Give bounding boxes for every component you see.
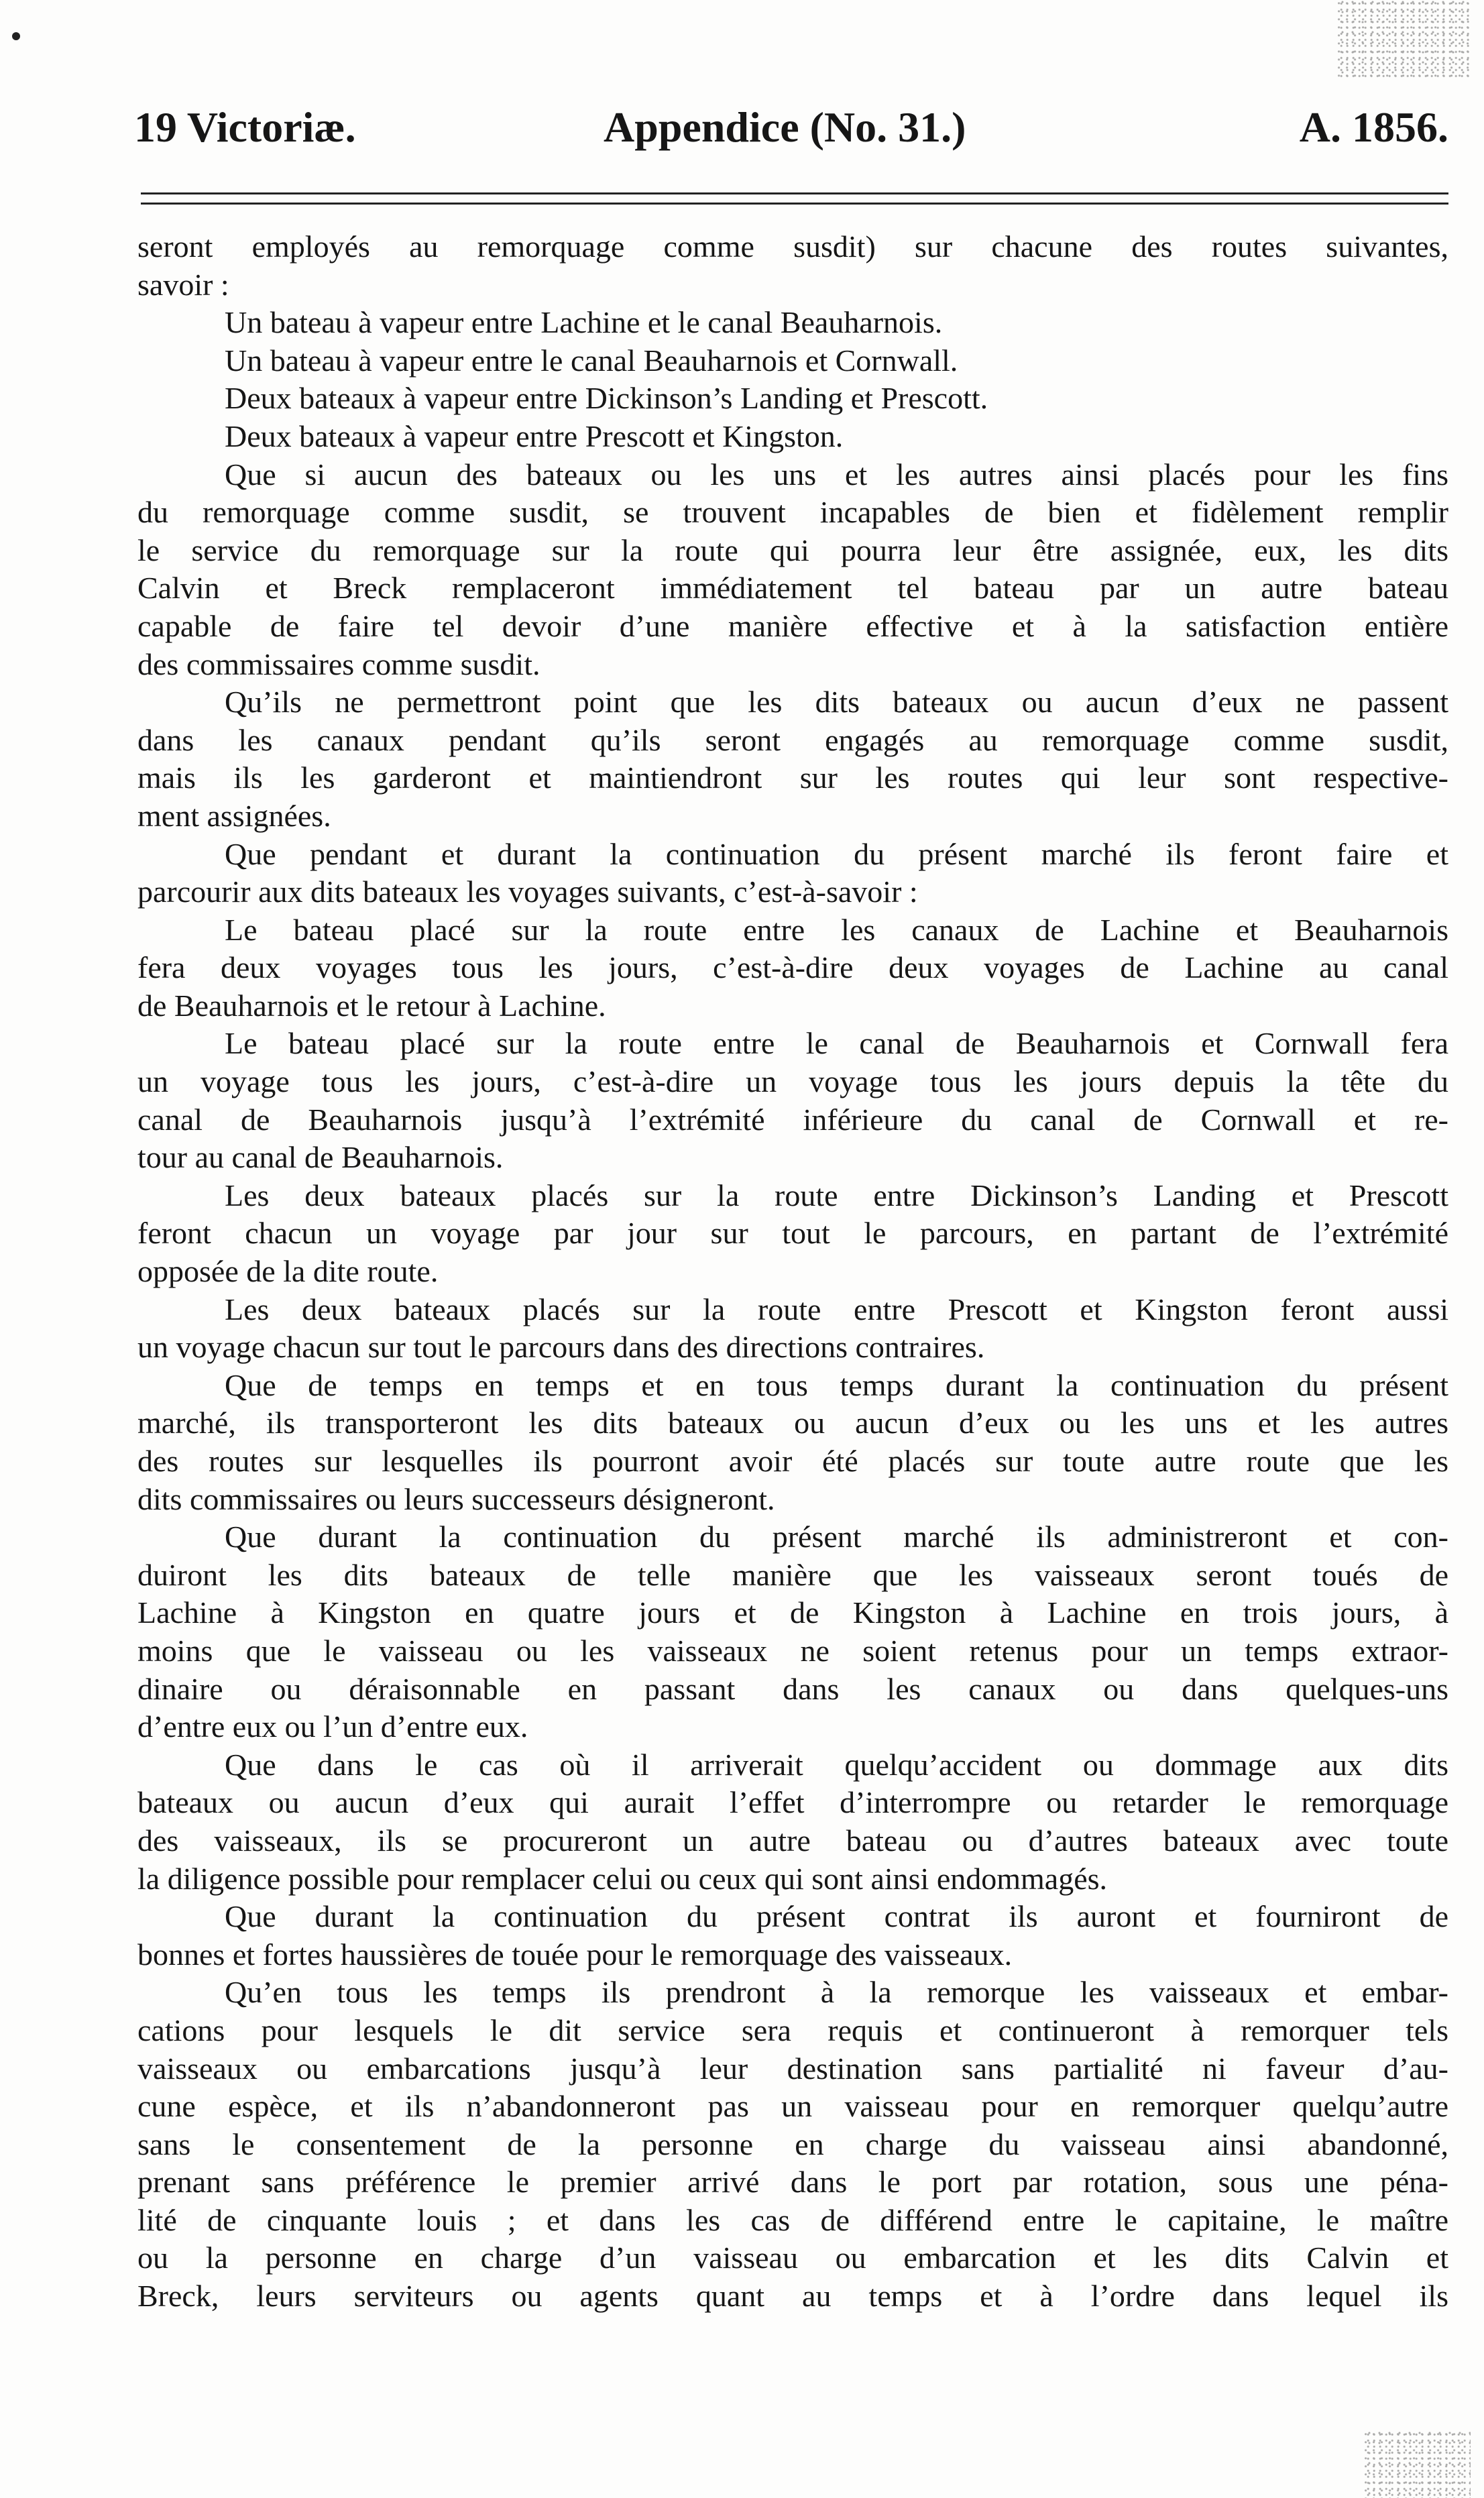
text-line: Le bateau placé sur la route entre le canal de Beauharnois et Cornwall fera (225, 1026, 1448, 1061)
text-line: capable de faire tel devoir d’une manière effective et à la satisfaction entière (137, 608, 1448, 643)
text-line: Un bateau à vapeur entre Lachine et le canal Beauharnois. (225, 305, 943, 340)
text-line: feront chacun un voyage par jour sur tout le parcours, en partant de l’extrémité (137, 1216, 1448, 1251)
text-line: savoir : (137, 267, 229, 302)
text-line: ou la personne en charge d’un vaisseau ou embarcation et les dits Calvin et (137, 2240, 1448, 2275)
text-line: dinaire ou déraisonnable en passant dans les canaux ou dans quelques-uns (137, 1671, 1448, 1706)
text-line: fera deux voyages tous les jours, c’est-à-dire deux voyages de Lachine au canal (137, 950, 1448, 985)
text-line: Qu’ils ne permettront point que les dits bateaux ou aucun d’eux ne passent (225, 685, 1448, 720)
text-line: Lachine à Kingston en quatre jours et de Kingston à Lachine en trois jours, à (137, 1595, 1448, 1630)
text-line: ment assignées. (137, 798, 331, 833)
text-line: le service du remorquage sur la route qui pourra leur être assignée, eux, les dits (137, 532, 1448, 567)
scan-noise-bottom (1363, 2431, 1471, 2498)
text-line: Breck, leurs serviteurs ou agents quant au temps et à l’ordre dans lequel ils (137, 2279, 1448, 2314)
text-line: des commissaires comme susdit. (137, 646, 540, 681)
text-line: lité de cinquante louis ; et dans les cas de différend entre le capitaine, le maître (137, 2202, 1448, 2237)
text-line: dits commissaires ou leurs successeurs désigneront. (137, 1481, 775, 1516)
scan-noise-top (1336, 0, 1471, 80)
text-line: Que pendant et durant la continuation du présent marché ils feront faire et (225, 836, 1448, 871)
text-line: Les deux bateaux placés sur la route entre Prescott et Kingston feront aussi (225, 1292, 1448, 1326)
body-text (137, 228, 1448, 2316)
text-line: du remorquage comme susdit, se trouvent incapables de bien et fidèlement remplir (137, 495, 1448, 530)
text-line: tour au canal de Beauharnois. (137, 1140, 504, 1175)
text-line: Un bateau à vapeur entre le canal Beauharnois et Cornwall. (225, 343, 958, 378)
text-line: prenant sans préférence le premier arrivé dans le port par rotation, sous une péna- (137, 2165, 1448, 2200)
text-line: Que durant la continuation du présent contrat ils auront et fourniront de (225, 1899, 1448, 1934)
text-line: d’entre eux ou l’un d’entre eux. (137, 1709, 528, 1744)
text-line: Deux bateaux à vapeur entre Prescott et Kingston. (225, 418, 844, 453)
text-line: duiront les dits bateaux de telle manière que les vaisseaux seront toués de (137, 1557, 1448, 1592)
header-session: 19 Victoriæ. (134, 103, 356, 151)
header-year: A. 1856. (1299, 103, 1448, 151)
text-line: vaisseaux ou embarcations jusqu’à leur destination sans partialité ni faveur d’au- (137, 2051, 1448, 2086)
text-line: Que dans le cas où il arriverait quelqu’accident ou dommage aux dits (225, 1747, 1448, 1782)
text-line: Le bateau placé sur la route entre les canaux de Lachine et Beauharnois (225, 912, 1448, 947)
text-line: Que si aucun des bateaux ou les uns et les autres ainsi placés pour les fins (225, 457, 1448, 492)
text-line: marché, ils transporteront les dits bateaux ou aucun d’eux ou les uns et les autres (137, 1406, 1448, 1440)
text-line: Que durant la continuation du présent marché ils administreront et con- (225, 1520, 1448, 1554)
text-line: des routes sur lesquelles ils pourront avoir été placés sur toute autre route que les (137, 1444, 1448, 1478)
text-line: Calvin et Breck remplaceront immédiatement tel bateau par un autre bateau (137, 571, 1448, 606)
text-line: de Beauharnois et le retour à Lachine. (137, 988, 606, 1023)
text-line: bateaux ou aucun d’eux qui aurait l’effet d’interrompre ou retarder le remorquage (137, 1785, 1448, 1820)
header-rule-bottom (141, 203, 1448, 205)
text-line: la diligence possible pour remplacer celui ou ceux qui sont ainsi endommagés. (137, 1861, 1108, 1896)
text-line: des vaisseaux, ils se procureront un autre bateau ou d’autres bateaux avec toute (137, 1823, 1448, 1858)
text-line: parcourir aux dits bateaux les voyages suivants, c’est-à-savoir : (137, 874, 918, 909)
text-line: moins que le vaisseau ou les vaisseaux ne soient retenus pour un temps extraor- (137, 1633, 1448, 1668)
ink-speck (12, 32, 20, 40)
text-line: canal de Beauharnois jusqu’à l’extrémité inférieure du canal de Cornwall et re- (137, 1102, 1448, 1137)
header-rule-top (141, 192, 1448, 194)
header-appendix: Appendice (No. 31.) (604, 103, 966, 151)
text-line: Deux bateaux à vapeur entre Dickinson’s Landing et Prescott. (225, 381, 988, 416)
text-line: seront employés au remorquage comme susdit) sur chacune des routes suivantes, (137, 229, 1448, 264)
text-line: cations pour lesquels le dit service sera requis et continueront à remorquer tels (137, 2012, 1448, 2047)
page-header (134, 94, 1448, 161)
text-line: Qu’en tous les temps ils prendront à la remorque les vaisseaux et embar- (225, 1975, 1448, 2010)
text-line: un voyage chacun sur tout le parcours dans des directions contraires. (137, 1330, 985, 1365)
text-line: un voyage tous les jours, c’est-à-dire un voyage tous les jours depuis la tête du (137, 1064, 1448, 1099)
text-line: bonnes et fortes haussières de touée pour le remorquage des vaisseaux. (137, 1937, 1013, 1972)
text-line: cune espèce, et ils n’abandonneront pas un vaisseau pour en remorquer quelqu’autre (137, 2089, 1448, 2124)
text-line: sans le consentement de la personne en charge du vaisseau ainsi abandonné, (137, 2126, 1448, 2161)
text-line: mais ils les garderont et maintiendront sur les routes qui leur sont respective- (137, 760, 1448, 795)
text-line: Que de temps en temps et en tous temps durant la continuation du présent (225, 1367, 1448, 1402)
text-line: Les deux bateaux placés sur la route entre Dickinson’s Landing et Prescott (225, 1178, 1448, 1212)
text-line: dans les canaux pendant qu’ils seront engagés au remorquage comme susdit, (137, 722, 1448, 757)
text-line: opposée de la dite route. (137, 1254, 439, 1289)
